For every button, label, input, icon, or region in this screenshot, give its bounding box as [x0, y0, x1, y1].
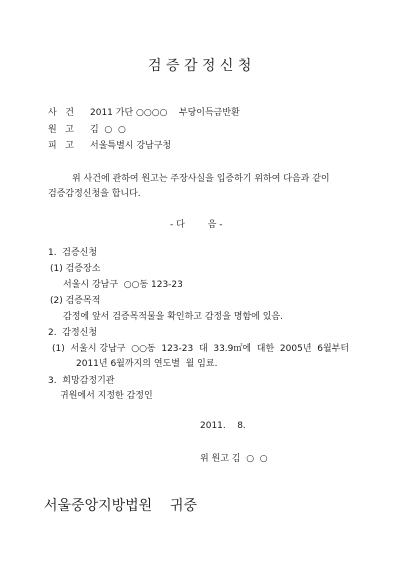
section-2-heading: 2. 감정신청: [48, 328, 98, 338]
filing-date: 2011. 8.: [200, 421, 246, 431]
case-value: 2011 가단 ○○○○ 부당이득금반환: [90, 108, 240, 118]
plaintiff-value: 김 ○ ○: [90, 125, 126, 135]
case-label: 사 건: [48, 108, 74, 118]
section-1-2-heading: (2) 검증목적: [50, 296, 101, 306]
section-1-heading: 1. 검증신청: [48, 248, 98, 258]
section-1-2-body: 감정에 앞서 검증목적물을 확인하고 감정을 명함에 있음.: [63, 312, 283, 322]
section-1-1-heading: (1) 검증장소: [50, 264, 101, 274]
intro-line-2: 검증감정신청을 합니다.: [48, 189, 141, 199]
section-3-heading: 3. 희망감정기관: [48, 376, 115, 386]
court-addressee: 서울중앙지방법원 귀중: [44, 498, 198, 514]
section-1-1-body: 서울시 강남구 ○○동 123-23: [63, 280, 183, 290]
signature-line: 위 원고 김 ○ ○: [200, 454, 268, 464]
section-3-body: 귀원에서 지정한 감정인: [60, 391, 153, 401]
document-title: 검 증 감 정 신 청: [148, 58, 252, 74]
defendant-value: 서울특별시 강남구청: [90, 141, 172, 151]
section-2-1-line-2: 2011년 6월까지의 연도별 월 임료.: [76, 359, 218, 369]
section-2-1-line-1: (1) 서울시 강남구 ○○동 123-23 대 33.9㎡에 대한 2005년 6월부터: [52, 344, 350, 354]
defendant-label: 피 고: [48, 141, 74, 151]
plaintiff-label: 원 고: [48, 125, 74, 135]
intro-line-1: 위 사건에 관하여 원고는 주장사실을 입증하기 위하여 다음과 같이: [72, 174, 330, 184]
section-divider: - 다 음 -: [170, 220, 223, 230]
